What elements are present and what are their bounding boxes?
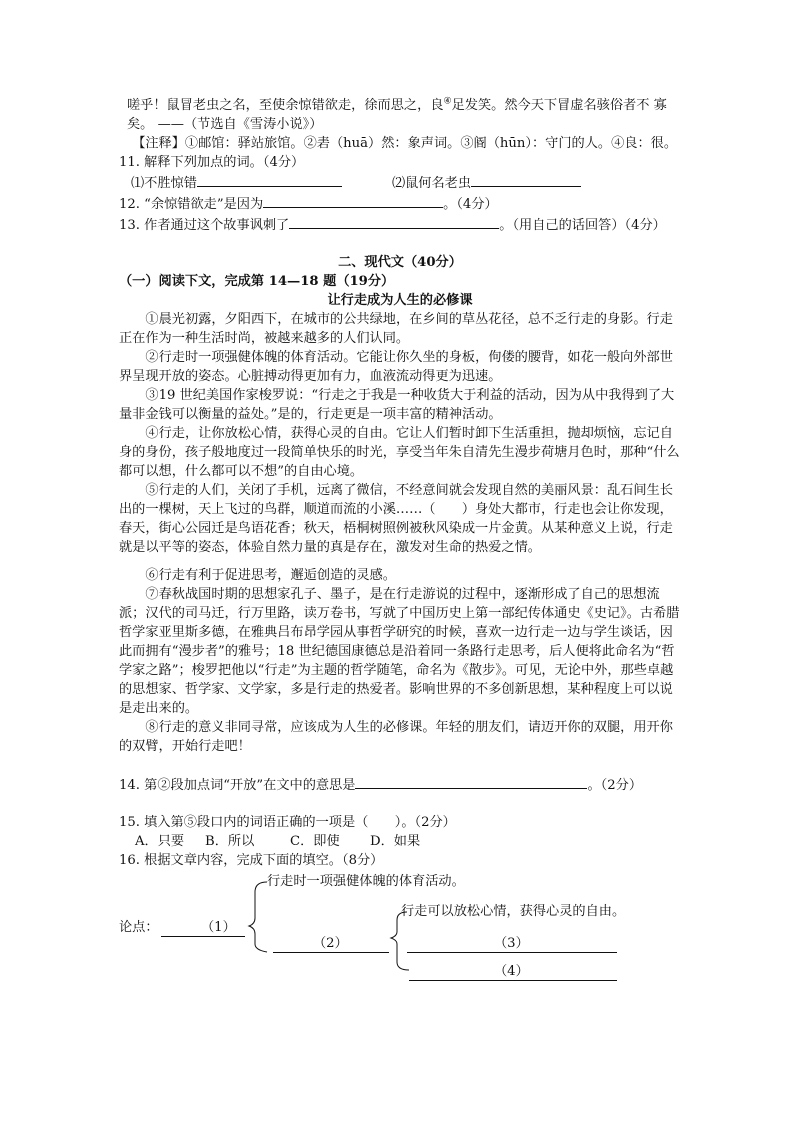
classical-paragraph: 嗟乎！鼠冒老虫之名，至使余惊错欲走，徐而思之，良④足发笑。然今天下冒虚名骇俗者不 寡矣。 ——（节选自《雪涛小说》）: [127, 96, 667, 132]
section-subheading: （一）阅读下文，完成第 14—18 题（19分）: [119, 274, 395, 289]
question-12: 12. “余惊错欲走”是因为 。（4分）: [119, 193, 681, 214]
section-heading: 二、现代文（40分）: [338, 255, 462, 270]
option-b[interactable]: B．所以: [205, 834, 255, 849]
blank-number-1: （1）: [201, 920, 236, 935]
option-d[interactable]: D．如果: [370, 834, 421, 849]
blank-number-2: （2）: [313, 936, 348, 951]
article-paragraph: ③19 世纪美国作家梭罗说：“行走之于我是一种收货大于利益的活动，因为从中我得到了大量非金钱可以衡量的益处。”是的，行走更是一项丰富的精神活动。: [119, 388, 675, 422]
question-14: 14. 第②段加点词“开放”在文中的意思是 。（2分）: [119, 774, 681, 795]
answer-blank-11a[interactable]: [197, 172, 342, 187]
answer-blank-14[interactable]: [355, 774, 587, 789]
question-11a: ⑴不胜惊错: [131, 176, 197, 191]
blank-number-3: （3）: [494, 936, 529, 951]
question-11b: ⑵鼠何名老虫: [391, 176, 472, 191]
option-c[interactable]: C．即使: [290, 834, 340, 849]
question-11-items: [119, 172, 681, 193]
article-title: 让行走成为人生的必修课: [327, 293, 473, 308]
article-paragraph: ⑥行走有利于促进思考，邂逅创造的灵感。: [145, 568, 396, 583]
article-paragraph: ①晨光初露，夕阳西下，在城市的公共绿地，在乡间的草丛花径，总不乏行走的身影。行走正在作为一种生活时尚，被越来越多的人们认同。: [119, 312, 673, 346]
question-16: 16. 根据文章内容，完成下面的填空。（8分）: [119, 853, 384, 868]
top-branch-text: 行走时一项强健体魄的体育活动。: [267, 874, 465, 889]
answer-blank-12[interactable]: [263, 193, 443, 208]
option-a[interactable]: A．只要: [135, 834, 185, 849]
article-paragraph: ⑤行走的人们，关闭了手机，远离了微信，不经意间就会发现自然的美丽风景：乱石间生长出的一棵树，天上飞过的鸟群，顺道而流的小溪……（ ）身处大都市，行走也会让你发现，春天，街心公园迁是鸟语花香；秋天，梧桐树照例被秋风染成一片金黄。从某种意义上说，行走就是以平等的姿态，体验自然力量的真是存在，激发对生命的热爱之情。: [119, 483, 673, 555]
article-paragraph: ⑦春秋战国时期的思想家孔子、墨子，是在行走游说的过程中，逐渐形成了自己的思想流派；汉代的司马迁，行万里路，读万卷书，写就了中国历史上第一部纪传体通史《史记》。古希腊哲学家亚里斯多德，在雅典吕布昂学园从事哲学研究的时候，喜欢一边行走一边与学生谈话，因此而拥有“漫步者”的雅号；18 世纪德国康德总是沿着同一条路行走思考，后人便将此命名为“哲学家之路”；梭罗把他以“行走”为主题的哲学随笔，命名为《散步》。可见，无论中外，那些卓越的思想家、哲学家、文学家，多是行走的热爱者。影响世界的不多创新思想，某种程度上可以说是走出来的。: [119, 587, 680, 716]
question-11: 11. 解释下列加点的词。（4分）: [119, 155, 305, 170]
blank-number-4: （4）: [494, 964, 529, 979]
article-paragraph: ④行走，让你放松心情，获得心灵的自由。它让人们暂时卸下生活重担，抛却烦恼，忘记自身的身份，孩子般地度过一段简单快乐的时光，享受当年朱自清先生漫步荷塘月色时，那种“什么都可以想，什么都可以不想”的自由心境。: [119, 426, 680, 479]
answer-blank-13[interactable]: [289, 214, 499, 229]
article-paragraph: ⑧行走的意义非同寻常，应该成为人生的必修课。年轻的朋友们，请迈开你的双腿，用开你的双臂，开始行走吧！: [119, 720, 673, 754]
exam-page: [119, 96, 681, 992]
argument-diagram: [119, 872, 681, 992]
note-marker: ④: [443, 96, 452, 107]
question-15-options: [119, 832, 681, 851]
question-15: 15. 填入第⑤段口内的词语正确的一项是（ ）。（2分）: [119, 815, 456, 830]
sub-branch-text: 行走可以放松心情，获得心灵的自由。: [401, 904, 626, 919]
question-13: 13. 作者通过这个故事讽刺了 。（用自己的话回答）（4分）: [119, 214, 681, 235]
thesis-label: 论点：: [119, 920, 159, 935]
article-paragraph: ②行走时一项强健体魄的体育活动。它能让你久坐的身板，佝偻的腰背，如花一般向外部世界呈现开放的姿态。心脏搏动得更加有力，血液流动得更为迅速。: [119, 350, 673, 384]
annotation-note: 【注释】①邮馆：驿站旅馆。②砉（huā）然：象声词。③阍（hūn）：守门的人。④良：很。: [132, 136, 678, 151]
answer-blank-11b[interactable]: [471, 172, 581, 187]
